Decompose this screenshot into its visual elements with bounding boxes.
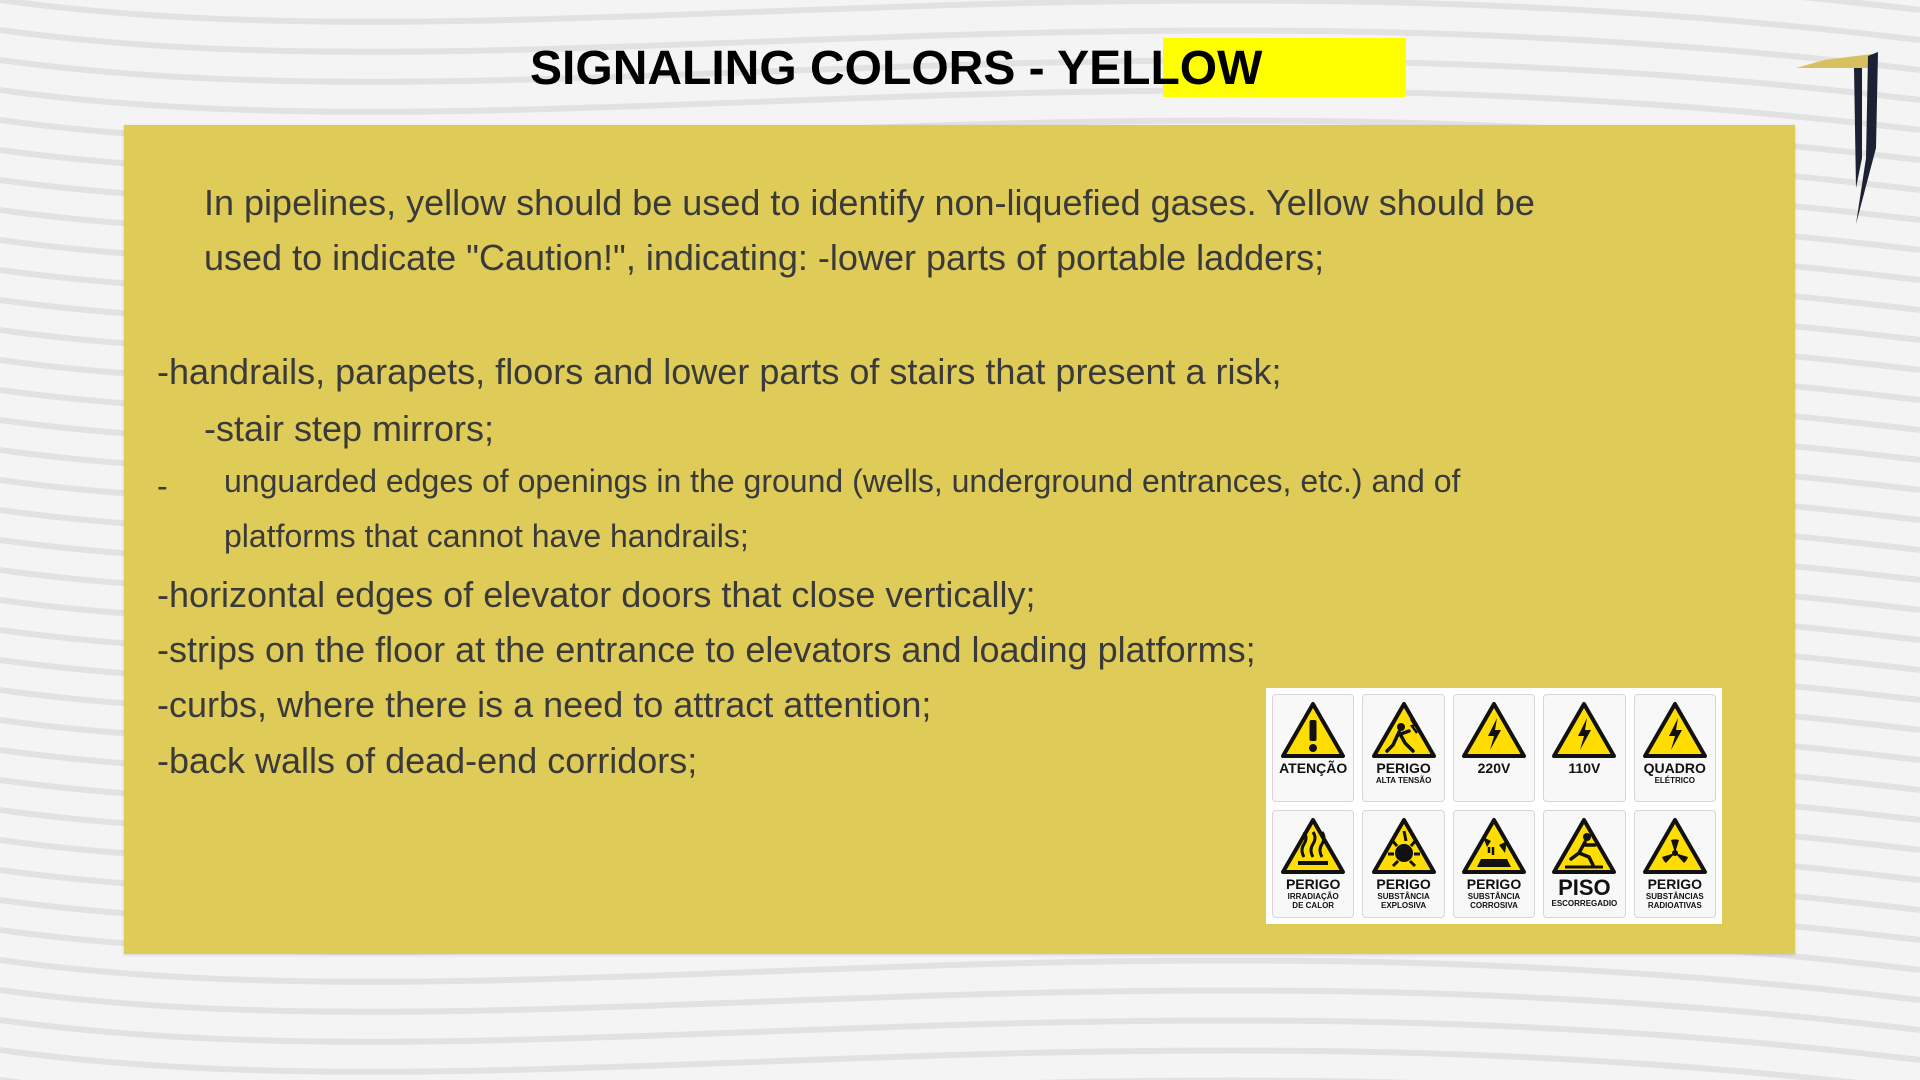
sign-220v — [1453, 694, 1535, 802]
sign-substancia-explosiva — [1362, 810, 1444, 918]
sign-label: PERIGO — [1466, 876, 1522, 892]
sign-sublabel: SUBSTÂNCIA CORROSIVA — [1467, 892, 1521, 910]
slippery-floor-icon — [1551, 817, 1617, 875]
sign-sublabel: ESCORREGADIO — [1551, 899, 1618, 908]
sign-substancia-corrosiva — [1453, 810, 1535, 918]
corrosive-icon — [1461, 817, 1527, 875]
sign-substancias-radioativas — [1634, 810, 1716, 918]
list-item-edges-line-2: platforms that cannot have handrails; — [224, 518, 749, 554]
sign-label: QUADRO — [1643, 760, 1706, 776]
sign-piso-escorregadio — [1543, 810, 1625, 918]
list-item-bullet: - — [157, 468, 168, 504]
slide-title: SIGNALING COLORS - YELLOW — [530, 42, 1263, 95]
list-item-handrails: -handrails, parapets, floors and lower parts of stairs that present a risk; — [157, 351, 1282, 392]
lightning-icon — [1642, 701, 1708, 759]
heat-radiation-icon — [1280, 817, 1346, 875]
sign-alta-tensao — [1362, 694, 1444, 802]
paragraph-line-2: used to indicate "Caution!", indicating: -lower parts of portable ladders; — [204, 237, 1325, 278]
lightning-icon — [1551, 701, 1617, 759]
sign-label: PERIGO — [1376, 876, 1431, 892]
brand-logo — [1796, 38, 1884, 228]
exclamation-icon — [1280, 701, 1346, 759]
list-item-stair-mirrors: -stair step mirrors; — [204, 408, 495, 449]
sign-quadro-eletrico — [1634, 694, 1716, 802]
sign-label: PERIGO — [1376, 760, 1431, 776]
lightning-icon — [1461, 701, 1527, 759]
list-item-back-walls: -back walls of dead-end corridors; — [157, 740, 698, 781]
sign-sublabel: SUBSTÂNCIAS RADIOATIVAS — [1645, 892, 1704, 910]
list-item-edges-line-1: unguarded edges of openings in the ground (wells, underground entrances, etc.) and of — [224, 463, 1461, 499]
sign-sublabel: SUBSTÂNCIA EXPLOSIVA — [1377, 892, 1430, 910]
paragraph-line-1: In pipelines, yellow should be used to identify non-liquefied gases. Yellow should be — [204, 182, 1535, 223]
sign-atencao — [1272, 694, 1354, 802]
sign-sublabel: ELÉTRICO — [1654, 776, 1696, 785]
radioactive-icon — [1642, 817, 1708, 875]
sign-label: PERIGO — [1285, 876, 1341, 892]
sign-irradiacao-calor — [1272, 810, 1354, 918]
sign-label: 110V — [1568, 760, 1601, 776]
sign-label: ATENÇÃO — [1279, 760, 1348, 776]
electrocution-icon — [1371, 701, 1437, 759]
sign-sublabel: ALTA TENSÃO — [1375, 776, 1432, 785]
explosive-icon — [1371, 817, 1437, 875]
list-item-elevator-doors: -horizontal edges of elevator doors that close vertically; — [157, 574, 1036, 615]
sign-label: 220V — [1477, 760, 1511, 776]
sign-sublabel: IRRADIAÇÃO DE CALOR — [1287, 892, 1339, 910]
sign-label: PERIGO — [1647, 876, 1703, 892]
list-item-curbs: -curbs, where there is a need to attract attention; — [157, 684, 932, 725]
sign-110v — [1543, 694, 1625, 802]
sign-label: PISO — [1558, 875, 1611, 900]
list-item-floor-strips: -strips on the floor at the entrance to elevators and loading platforms; — [157, 629, 1256, 670]
warning-signs-panel — [1266, 688, 1722, 924]
